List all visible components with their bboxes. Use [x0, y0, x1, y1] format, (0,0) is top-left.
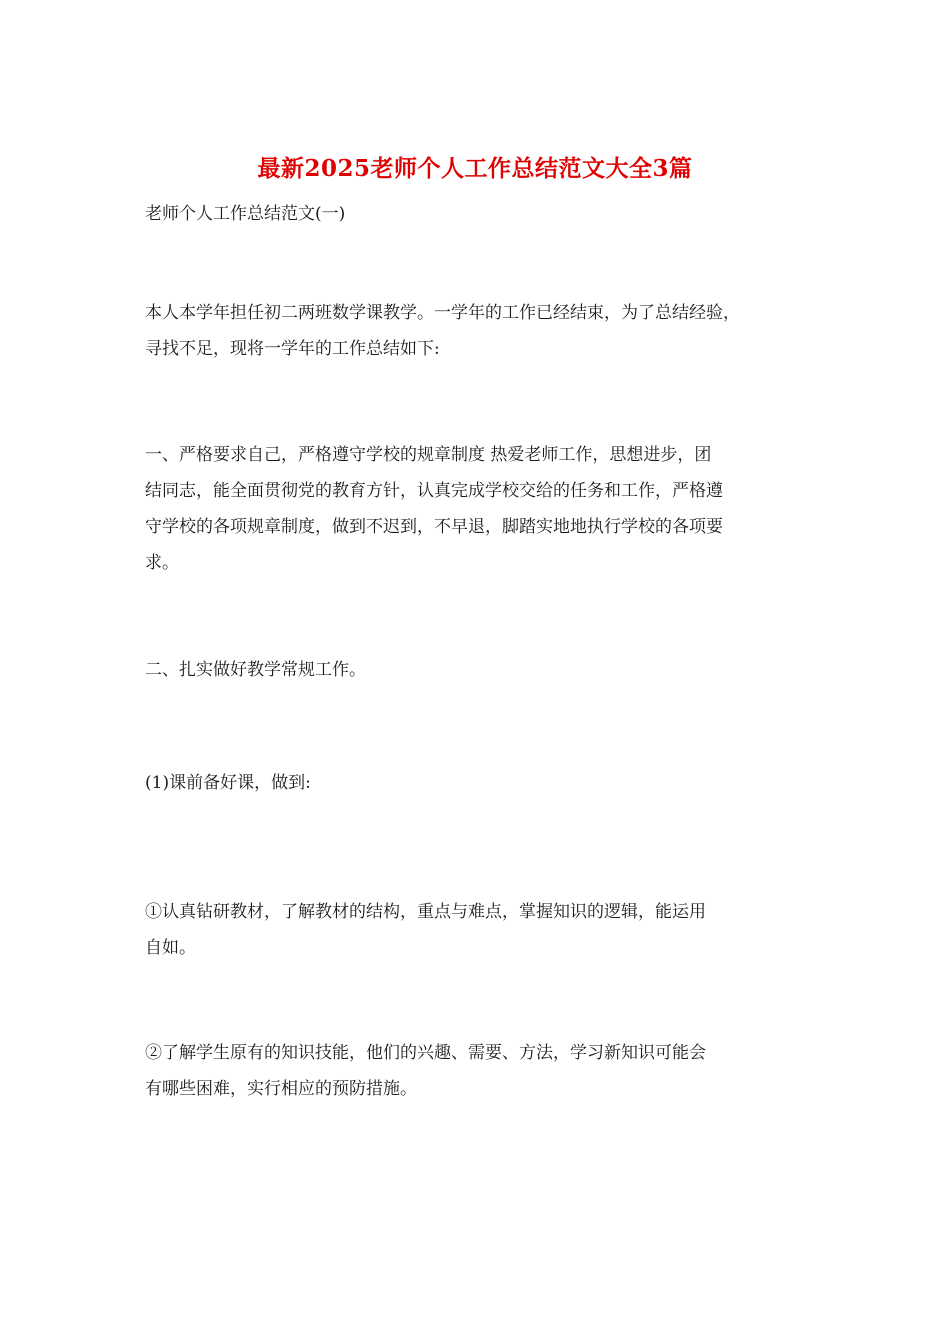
section-subtitle: 老师个人工作总结范文(一) [145, 204, 346, 224]
document-title: 最新2025老师个人工作总结范文大全3篇 [257, 155, 693, 182]
paragraph-subitem-2 [145, 1035, 815, 1107]
paragraph-section-1 [145, 437, 815, 581]
paragraph-line: 自如。 [145, 938, 196, 958]
paragraph-line: 寻找不足，现将一学年的工作总结如下: [145, 339, 440, 359]
paragraph-line: 结同志，能全面贯彻党的教育方针，认真完成学校交给的任务和工作，严格遵 [145, 481, 723, 501]
paragraph-line: 二、扎实做好教学常规工作。 [145, 660, 366, 680]
paragraph-line: 本人本学年担任初二两班数学课教学。一学年的工作已经结束，为了总结经验， [145, 303, 740, 323]
paragraph-line: (1)课前备好课，做到: [145, 773, 311, 793]
paragraph-line: 一、严格要求自己，严格遵守学校的规章制度 热爱老师工作，思想进步，团 [145, 445, 712, 465]
paragraph-section-2 [145, 652, 815, 688]
paragraph-line: 求。 [145, 553, 179, 573]
paragraph-line: 守学校的各项规章制度，做到不迟到，不早退，脚踏实地地执行学校的各项要 [145, 517, 723, 537]
paragraph-subitem-1 [145, 894, 815, 966]
paragraph-line: ②了解学生原有的知识技能，他们的兴趣、需要、方法，学习新知识可能会 [145, 1043, 706, 1063]
paragraph-line: 有哪些困难，实行相应的预防措施。 [145, 1079, 417, 1099]
paragraph-line: ①认真钻研教材，了解教材的结构，重点与难点，掌握知识的逻辑，能运用 [145, 902, 706, 922]
paragraph-item-1 [145, 765, 815, 801]
paragraph-intro [145, 295, 815, 367]
